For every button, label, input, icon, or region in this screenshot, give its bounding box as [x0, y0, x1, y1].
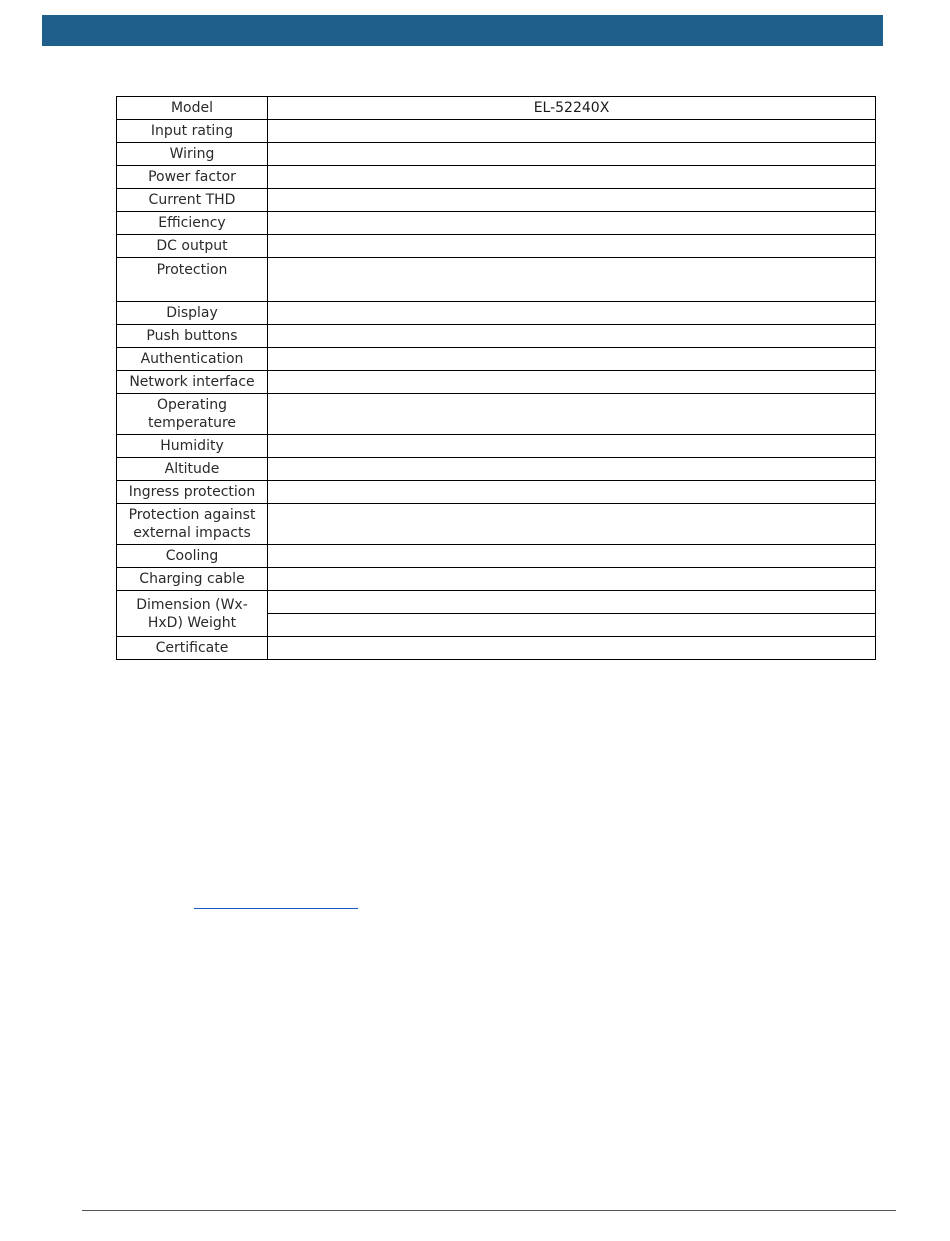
row-label: Charging cable — [117, 568, 268, 591]
footer-divider — [82, 1210, 896, 1211]
row-label: Dimension (Wx-HxD) Weight — [117, 591, 268, 637]
row-label: Altitude — [117, 458, 268, 481]
row-label: Certificate — [117, 637, 268, 660]
row-label: Input rating — [117, 120, 268, 143]
table-row — [117, 435, 876, 458]
table-row — [117, 189, 876, 212]
row-label: Power factor — [117, 166, 268, 189]
table-row — [117, 458, 876, 481]
row-value — [268, 481, 876, 504]
table-row — [117, 97, 876, 120]
table-row — [117, 235, 876, 258]
row-label: Push buttons — [117, 325, 268, 348]
table-row — [117, 302, 876, 325]
top-banner — [42, 15, 883, 46]
row-value — [268, 394, 876, 435]
table-row — [117, 143, 876, 166]
table-row — [117, 325, 876, 348]
model-value: EL-52240X — [268, 97, 876, 120]
spec-table — [116, 96, 876, 660]
dimension-value — [268, 591, 876, 614]
table-row — [117, 504, 876, 545]
table-row — [117, 348, 876, 371]
row-value — [268, 568, 876, 591]
table-row — [117, 591, 876, 614]
row-value — [268, 458, 876, 481]
row-value — [268, 143, 876, 166]
table-row — [117, 481, 876, 504]
row-value — [268, 120, 876, 143]
model-label: Model — [117, 97, 268, 120]
table-row — [117, 394, 876, 435]
row-value — [268, 371, 876, 394]
table-row — [117, 568, 876, 591]
row-value — [268, 637, 876, 660]
weight-value — [268, 614, 876, 637]
row-label: Display — [117, 302, 268, 325]
table-row — [117, 637, 876, 660]
row-value — [268, 166, 876, 189]
row-label: Cooling — [117, 545, 268, 568]
row-label: Efficiency — [117, 212, 268, 235]
table-row — [117, 371, 876, 394]
row-label: Network interface — [117, 371, 268, 394]
row-label: Current THD — [117, 189, 268, 212]
row-value — [268, 435, 876, 458]
table-row — [117, 166, 876, 189]
row-value — [268, 258, 876, 302]
row-value — [268, 212, 876, 235]
row-label: Operating temperature — [117, 394, 268, 435]
row-label: Wiring — [117, 143, 268, 166]
row-label: DC output — [117, 235, 268, 258]
row-value — [268, 325, 876, 348]
row-label: Protection — [117, 258, 268, 302]
table-row — [117, 212, 876, 235]
table-row — [117, 545, 876, 568]
table-row — [117, 258, 876, 302]
row-value — [268, 504, 876, 545]
row-value — [268, 189, 876, 212]
row-value — [268, 348, 876, 371]
row-label: Ingress protection — [117, 481, 268, 504]
row-label: Authentication — [117, 348, 268, 371]
row-label: Humidity — [117, 435, 268, 458]
row-label: Protection against external impacts — [117, 504, 268, 545]
row-value — [268, 302, 876, 325]
table-row — [117, 120, 876, 143]
hyperlink[interactable] — [194, 896, 358, 909]
row-value — [268, 235, 876, 258]
row-value — [268, 545, 876, 568]
